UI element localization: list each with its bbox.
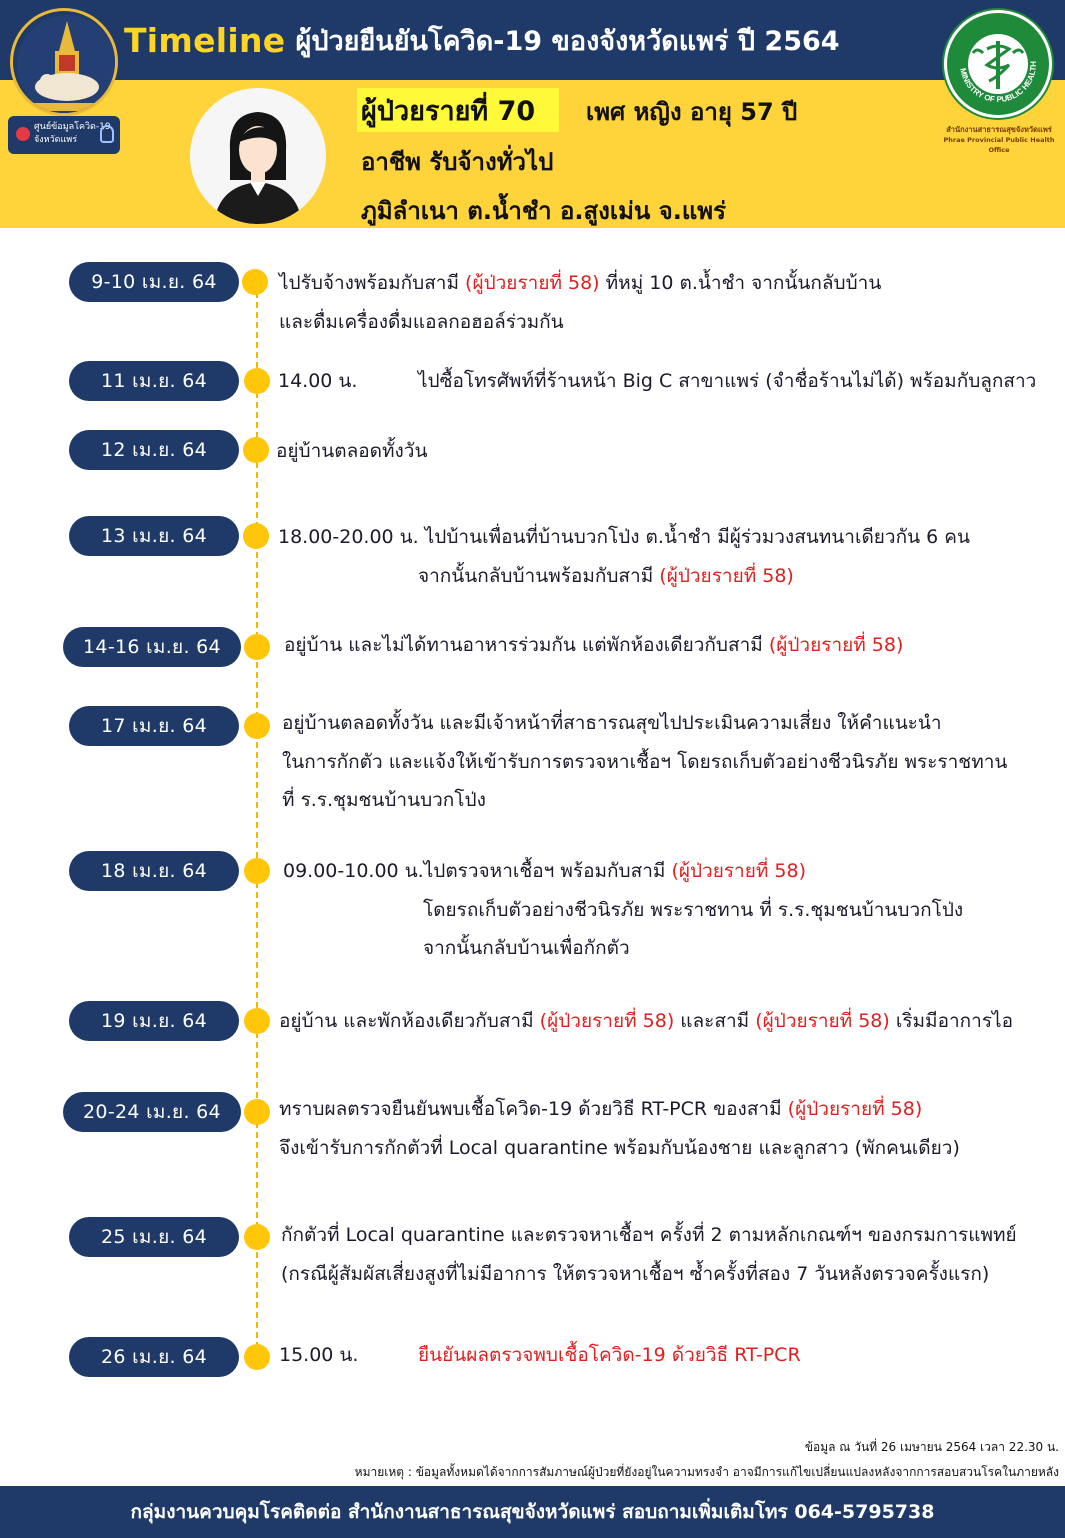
- event-text-line: [282, 781, 486, 819]
- event-text-line: [279, 1002, 1013, 1040]
- covid-data-center-badge: [8, 116, 120, 154]
- event-text: อยู่บ้านตลอดทั้งวัน และมีเจ้าหน้าที่สาธารณสุขไปประเมินความเสี่ยง ให้คำแนะนำ: [282, 712, 942, 734]
- event-text: จากนั้นกลับบ้านพร้อมกับสามี: [418, 564, 660, 587]
- event-text: ไปซื้อโทรศัพท์ที่ร้านหน้า Big C สาขาแพร่ (จำชื่อร้านไม่ได้) พร้อมกับลูกสาว: [418, 370, 1037, 392]
- event-text: ยืนยันผลตรวจพบเชื้อโควิด-19 ด้วยวิธี RT-PCR: [418, 1344, 801, 1366]
- case-reference: (ผู้ป่วยรายที่ 58): [755, 1010, 890, 1032]
- event-text: 09.00-10.00 น.ไปตรวจหาเชื้อฯ พร้อมกับสามี: [283, 860, 672, 882]
- office-name-english: Phrae Provincial Public Health Office: [943, 136, 1055, 154]
- timeline-date-badge: 18 เม.ย. 64: [69, 851, 239, 891]
- case-reference: (ผู้ป่วยรายที่ 58): [539, 1010, 675, 1032]
- ministry-of-public-health-logo: [944, 10, 1052, 118]
- event-text-line: [278, 518, 970, 556]
- phrae-province-seal-logo: [10, 8, 118, 116]
- event-text: โดยรถเก็บตัวอย่างชีวนิรภัย พระราชทาน ที่ ร.ร.ชุมชนบ้านบวกโป่ง: [423, 898, 964, 921]
- timeline-date-badge: 19 เม.ย. 64: [69, 1001, 239, 1041]
- event-text: ที่หมู่ 10 ต.น้ำชำ จากนั้นกลับบ้าน: [599, 272, 882, 294]
- page-title: [124, 18, 840, 62]
- event-text: และสามี: [674, 1010, 756, 1032]
- event-text-line: [423, 891, 963, 929]
- event-text-line: [423, 929, 630, 967]
- event-text-line: [418, 557, 794, 595]
- timeline-dot: [244, 1224, 270, 1250]
- timeline-dot: [244, 713, 270, 739]
- title-timeline: Timeline: [124, 20, 286, 60]
- timeline-date-badge: 14-16 เม.ย. 64: [63, 627, 241, 667]
- event-text-line: [279, 1129, 960, 1167]
- event-text-line: [282, 743, 1007, 781]
- virus-icon: [16, 127, 30, 141]
- case-reference: (ผู้ป่วยรายที่ 58): [465, 272, 600, 294]
- event-text: อยู่บ้าน และไม่ได้ทานอาหารร่วมกัน แต่พักห้องเดียวกับสามี: [284, 634, 769, 656]
- case-reference: (ผู้ป่วยรายที่ 58): [671, 860, 807, 882]
- event-text-line: [281, 1255, 989, 1293]
- lung-icon: [100, 125, 114, 143]
- timeline-dot: [244, 1099, 270, 1125]
- contact-footer: [0, 1486, 1065, 1538]
- event-text-line: [279, 303, 564, 341]
- event-time: 14.00 น.: [278, 370, 358, 392]
- timeline-date-badge: 20-24 เม.ย. 64: [63, 1092, 241, 1132]
- timeline-date-badge: 17 เม.ย. 64: [69, 706, 239, 746]
- timeline-dot: [244, 858, 270, 884]
- timeline-dot: [243, 437, 269, 463]
- timeline-dot: [244, 1344, 270, 1370]
- patient-avatar: [190, 88, 326, 224]
- event-text: อยู่บ้านตลอดทั้งวัน: [276, 440, 428, 462]
- title-thai: ผู้ป่วยยืนยันโควิด-19 ของจังหวัดแพร่ ปี 2564: [295, 25, 840, 57]
- event-time: 15.00 น.: [279, 1344, 359, 1366]
- office-name-thai: สำนักงานสาธารณสุขจังหวัดแพร่: [946, 125, 1052, 134]
- event-text: กักตัวที่ Local quarantine และตรวจหาเชื้อฯ ครั้งที่ 2 ตามหลักเกณฑ์ฯ ของกรมการแพทย์: [281, 1224, 1017, 1246]
- event-text: (กรณีผู้สัมผัสเสี่ยงสูงที่ไม่มีอาการ ให้ตรวจหาเชื้อฯ ซ้ำครั้งที่สอง 7 วันหลังตรวจครั้งแรก): [281, 1262, 990, 1285]
- patient-sex-age: เพศ หญิง อายุ 57 ปี: [586, 98, 798, 126]
- case-reference: (ผู้ป่วยรายที่ 58): [787, 1098, 923, 1120]
- timeline-dot: [244, 368, 270, 394]
- event-text-line: [282, 704, 942, 742]
- event-text: ในการกักตัว และแจ้งให้เข้ารับการตรวจหาเชื้อฯ โดยรถเก็บตัวอย่างชีวนิรภัย พระราชทาน: [282, 750, 1008, 773]
- timeline-date-badge: 11 เม.ย. 64: [69, 361, 239, 401]
- event-text-line: [283, 852, 806, 890]
- timeline-dot: [244, 634, 270, 660]
- case-reference: (ผู้ป่วยรายที่ 58): [768, 634, 904, 656]
- event-text: จึงเข้ารับการกักตัวที่ Local quarantine พร้อมกับน้องชาย และลูกสาว (พักคนเดียว): [279, 1136, 960, 1159]
- patient-hometown: ภูมิลำเนา ต.น้ำชำ อ.สูงเม่น จ.แพร่: [361, 197, 727, 225]
- contact-text: กลุ่มงานควบคุมโรคติดต่อ สำนักงานสาธารณสุขจังหวัดแพร่ สอบถามเพิ่มเติมโทร 064-5795738: [130, 1501, 935, 1523]
- event-text-line: [279, 264, 881, 302]
- case-reference: (ผู้ป่วยรายที่ 58): [659, 564, 794, 587]
- center-badge-label: ศูนย์ข้อมูลโควิด-19 จังหวัดแพร่: [34, 122, 111, 145]
- timeline-date-badge: 12 เม.ย. 64: [69, 430, 239, 470]
- timeline-date-badge: 25 เม.ย. 64: [69, 1217, 239, 1257]
- timeline-date-badge: 13 เม.ย. 64: [69, 516, 239, 556]
- event-text: 18.00-20.00 น. ไปบ้านเพื่อนที่บ้านบวกโป่ง ต.น้ำชำ มีผู้ร่วมวงสนทนาเดียวกัน 6 คน: [278, 526, 970, 548]
- timeline-dot: [243, 523, 269, 549]
- event-text: อยู่บ้าน และพักห้องเดียวกับสามี: [279, 1010, 540, 1032]
- event-text: เริ่มมีอาการไอ: [889, 1010, 1014, 1032]
- timeline-dot: [242, 269, 268, 295]
- event-text: ทราบผลตรวจยืนยันพบเชื้อโควิด-19 ด้วยวิธี RT-PCR ของสามี: [279, 1098, 788, 1120]
- office-name: [936, 125, 1062, 155]
- patient-number-label: ผู้ป่วยรายที่ 70: [357, 88, 559, 132]
- event-text-line: [284, 626, 903, 664]
- event-text: จากนั้นกลับบ้านเพื่อกักตัว: [423, 937, 630, 959]
- event-text-line: [276, 432, 427, 470]
- moph-ring-text: MINISTRY OF PUBLIC HEALTH: [958, 61, 1039, 105]
- timeline-dot: [244, 1008, 270, 1034]
- event-text: ที่ ร.ร.ชุมชนบ้านบวกโป่ง: [282, 789, 486, 811]
- remark-note: หมายเหตุ : ข้อมูลทั้งหมดได้จากการสัมภาษณ์ผู้ป่วยที่ยังอยู่ในความทรงจำ อาจมีการแก้ไขเปลี่ยนแปลงหลังจากการสอบสวนโรคในภายหลัง: [354, 1465, 1059, 1479]
- event-text-line: [281, 1216, 1017, 1254]
- event-text-line: [279, 1090, 922, 1128]
- event-text: ไปรับจ้างพร้อมกับสามี: [279, 272, 466, 294]
- data-as-of-note: ข้อมูล ณ วันที่ 26 เมษายน 2564 เวลา 22.30 น.: [804, 1440, 1059, 1454]
- timeline-date-badge: 26 เม.ย. 64: [69, 1337, 239, 1377]
- patient-occupation: อาชีพ รับจ้างทั่วไป: [361, 148, 554, 176]
- event-text: และดื่มเครื่องดื่มแอลกอฮอล์ร่วมกัน: [279, 310, 564, 333]
- timeline-date-badge: 9-10 เม.ย. 64: [69, 262, 239, 302]
